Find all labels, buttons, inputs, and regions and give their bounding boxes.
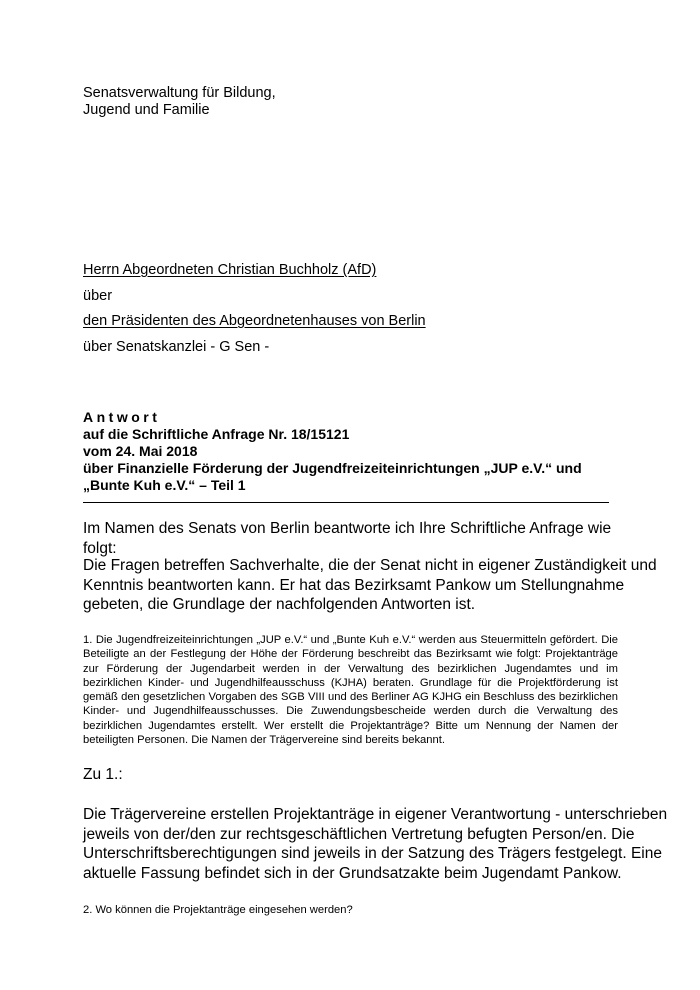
question-2: 2. Wo können die Projektanträge eingesehen werden? [83, 904, 353, 916]
preface-line: Die Fragen betreffen Sachverhalte, die der Senat nicht in eigener Zuständigkeit und [83, 557, 657, 574]
intro-paragraph: Im Namen des Senats von Berlin beantworte ich Ihre Schriftliche Anfrage wie folgt: [83, 520, 612, 557]
answer-1-label: Zu 1.: [83, 766, 123, 783]
inquiry-number: auf die Schriftliche Anfrage Nr. 18/15121 [83, 426, 350, 442]
sender-line: Senatsverwaltung für Bildung, [83, 85, 276, 101]
recipient-via: über [83, 288, 113, 304]
answer-line: jeweils von der/den zur rechtsgeschäftlichen Vertretung befugten Person/en. Die [83, 825, 635, 843]
recipient-name: Herrn Abgeordneten Christian Buchholz (AfD) [83, 262, 377, 278]
sender-line: Jugend und Familie [83, 102, 210, 118]
question-1: 1. Die Jugendfreizeiteinrichtungen „JUP e.V.“ und „Bunte Kuh e.V.“ werden aus Steuermitteln gefördert. Die Beteiligte an der Festlegung der Höhe der Förderung beschreibt das Bezirksamt wie folgt: Projektanträge zur Förderung der Jugendarbeit werden in der Verwaltung des bezirklichen Jugendamtes und im bezirklichen Kinder- und Jugendhilfeausschuss (KJHA) beraten. Grundlage für die Projektförderung ist gemäß den gesetzlichen Vorgaben des SGB VIII und des Berliner AG KJHG ein Beschluss des bezirklichen Kinder- und Jugendhilfeausschusses. Die Zuwendungsbescheide werden durch die Verwaltung des bezirklichen Jugendamtes erstellt. Wer erstellt die Projektanträge? Bitte um Nennung der Namen der beteiligten Personen. Die Namen der Trägervereine sind bereits bekannt. [83, 634, 618, 747]
answer-1-text [83, 805, 668, 883]
recipient-president: den Präsidenten des Abgeordnetenhauses von Berlin [83, 313, 426, 329]
recipient-chancellery: über Senatskanzlei - G Sen - [83, 339, 270, 355]
inquiry-subject: über Finanzielle Förderung der Jugendfreizeiteinrichtungen „JUP e.V.“ und [83, 460, 582, 476]
answer-line: aktuelle Fassung befindet sich in der Grundsatzakte beim Jugendamt Pankow. [83, 864, 622, 882]
preface-line: Kenntnis beantworten kann. Er hat das Bezirksamt Pankow um Stellungnahme [83, 576, 625, 594]
preface-paragraph [83, 556, 657, 615]
answer-line: Die Trägervereine erstellen Projektanträge in eigener Verantwortung - unterschrieben [83, 806, 668, 823]
answer-line: Unterschriftsberechtigungen sind jeweils in der Satzung des Trägers festgelegt. Eine [83, 845, 662, 862]
answer-heading [83, 409, 582, 494]
heading-rule [83, 502, 609, 503]
sender-block [83, 85, 276, 119]
inquiry-date: vom 24. Mai 2018 [83, 443, 198, 459]
answer-title: Antwort [83, 409, 161, 425]
inquiry-subject-continued: „Bunte Kuh e.V.“ – Teil 1 [83, 477, 246, 493]
preface-line: gebeten, die Grundlage der nachfolgenden Antworten ist. [83, 596, 476, 613]
